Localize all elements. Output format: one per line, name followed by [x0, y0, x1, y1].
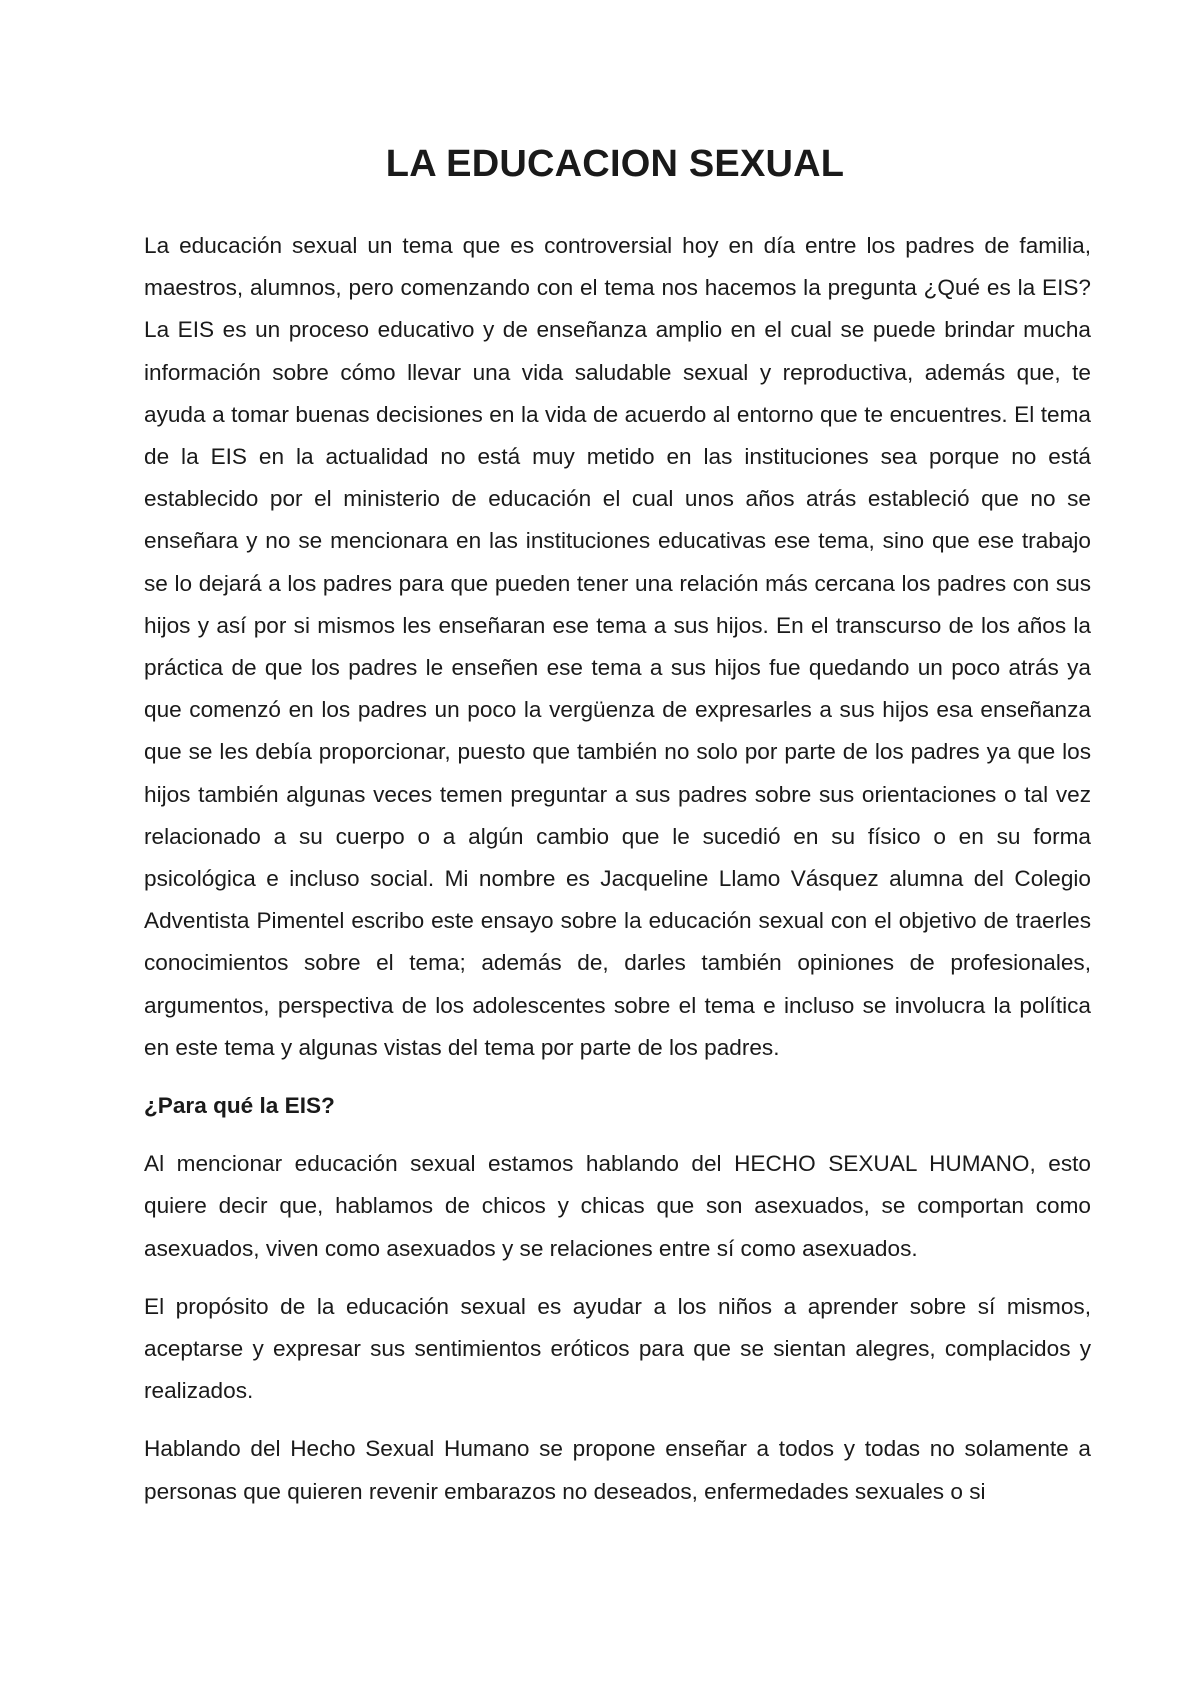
intro-paragraph: La educación sexual un tema que es controversial hoy en día entre los padres de familia, maestros, alumnos, pero comenzando con el tema nos hacemos la pregunta ¿Qué es la EIS? La EIS es un proceso educativo y de enseñanza amplio en el cual se puede brindar mucha información sobre cómo llevar una vida saludable sexual y reproductiva, además que, te ayuda a tomar buenas decisiones en la vida de acuerdo al entorno que te encuentres. El tema de la EIS en la actualidad no está muy metido en las instituciones sea porque no está establecido por el ministerio de educación el cual unos años atrás estableció que no se enseñara y no se mencionara en las instituciones educativas ese tema, sino que ese trabajo se lo dejará a los padres para que pueden tener una relación más cercana los padres con sus hijos y así por si mismos les enseñaran ese tema a sus hijos. En el transcurso de los años la práctica de que los padres le enseñen ese tema a sus hijos fue quedando un poco atrás ya que comenzó en los padres un poco la vergüenza de expresarles a sus hijos esa enseñanza que se les debía proporcionar, puesto que también no solo por parte de los padres ya que los hijos también algunas veces temen preguntar a sus padres sobre sus orientaciones o tal vez relacionado a su cuerpo o a algún cambio que le sucedió en su físico o en su forma psicológica e incluso social. Mi nombre es Jacqueline Llamo Vásquez alumna del Colegio Adventista Pimentel escribo este ensayo sobre la educación sexual con el objetivo de traerles conocimientos sobre el tema; además de, darles también opiniones de profesionales, argumentos, perspectiva de los adolescentes sobre el tema e incluso se involucra la política en este tema y algunas vistas del tema por parte de los padres.	[144, 233, 1091, 1060]
document-title: LA EDUCACION SEXUAL	[385, 143, 845, 185]
section-paragraph-2: El propósito de la educación sexual es ayudar a los niños a aprender sobre sí mismos, aceptarse y expresar sus sentimientos eróticos para que se sientan alegres, complacidos y realizados.	[144, 1293, 1091, 1404]
section-heading: ¿Para qué la EIS?	[144, 1093, 335, 1119]
document-body	[144, 225, 1091, 1529]
section-paragraph-3: Hablando del Hecho Sexual Humano se propone enseñar a todos y todas no solamente a personas que quieren revenir embarazos no deseados, enfermedades sexuales o si	[144, 1436, 1091, 1504]
section-paragraph-1: Al mencionar educación sexual estamos hablando del HECHO SEXUAL HUMANO, esto quiere decir que, hablamos de chicos y chicas que son asexuados, se comportan como asexuados, viven como asexuados y se relaciones entre sí como asexuados.	[144, 1151, 1091, 1261]
